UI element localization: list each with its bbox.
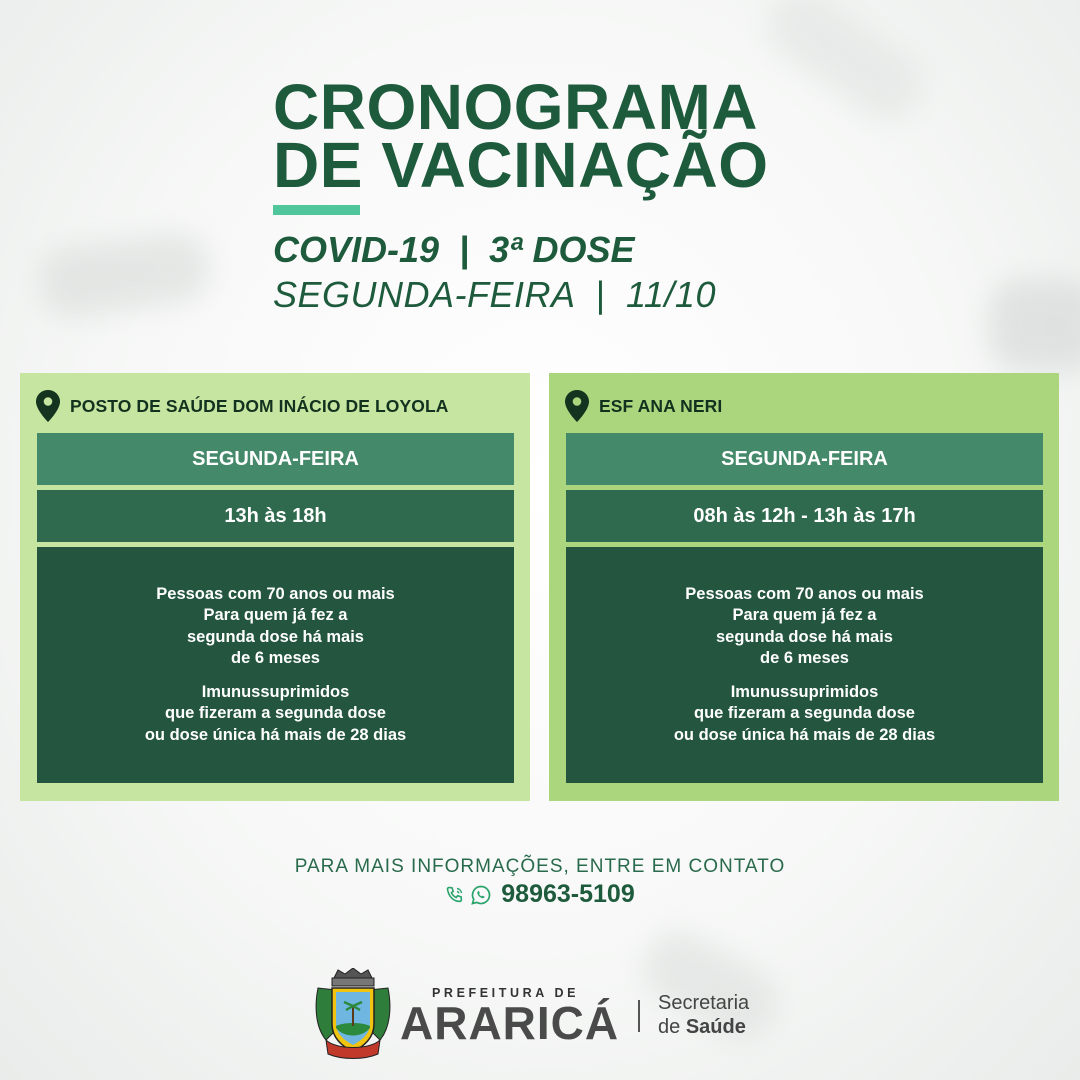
background-blur <box>755 0 934 132</box>
secretaria-prefix: de <box>658 1016 681 1038</box>
secretaria-bold: Saúde <box>685 1016 746 1038</box>
secretaria-department <box>658 1015 746 1039</box>
schedule-day: SEGUNDA-FEIRA <box>566 433 1043 485</box>
title-accent-bar <box>273 205 360 215</box>
city-crest-logo <box>312 968 394 1060</box>
eligibility-immunosuppressed: Imunussuprimidos que fizeram a segunda dose ou dose única há mais de 28 dias <box>673 682 936 744</box>
secretaria-label: Secretaria <box>658 992 750 1014</box>
location-header <box>36 391 449 421</box>
eligibility-elderly: Pessoas com 70 anos ou mais Para quem já fez a segunda dose há mais de 6 meses <box>156 584 395 668</box>
schedule-hours: 13h às 18h <box>37 490 514 542</box>
map-pin-icon <box>565 390 589 422</box>
whatsapp-icon <box>471 885 491 905</box>
eligibility-info <box>566 547 1043 783</box>
eligibility-info <box>37 547 514 783</box>
footer-divider <box>638 1000 640 1032</box>
subtitle-date: SEGUNDA-FEIRA | 11/10 <box>273 274 716 315</box>
contact-phone-row[interactable] <box>0 880 1080 909</box>
title-line-1: CRONOGRAMA <box>273 71 758 143</box>
schedule-hours: 08h às 12h - 13h às 17h <box>566 490 1043 542</box>
contact-label: PARA MAIS INFORMAÇÕES, ENTRE EM CONTATO <box>294 856 786 877</box>
schedule-day: SEGUNDA-FEIRA <box>37 433 514 485</box>
phone-icon <box>445 885 465 905</box>
phone-number[interactable]: 98963-5109 <box>501 880 635 908</box>
eligibility-elderly: Pessoas com 70 anos ou mais Para quem já fez a segunda dose há mais de 6 meses <box>685 584 924 668</box>
location-name: ESF ANA NERI <box>599 395 723 416</box>
city-name: ARARICÁ <box>400 997 620 1049</box>
location-card-posto-dom-inacio <box>20 373 530 801</box>
title-line-2: DE VACINAÇÃO <box>273 129 769 201</box>
map-pin-icon <box>36 390 60 422</box>
eligibility-immunosuppressed: Imunussuprimidos que fizeram a segunda dose ou dose única há mais de 28 dias <box>144 682 407 744</box>
location-header <box>565 391 722 421</box>
prefeitura-label: PREFEITURA DE <box>432 986 580 1000</box>
location-name: POSTO DE SAÚDE DOM INÁCIO DE LOYOLA <box>70 395 449 416</box>
background-blur <box>36 229 214 322</box>
location-card-esf-ana-neri <box>549 373 1059 801</box>
background-blur <box>990 280 1080 370</box>
subtitle-dose: COVID-19 | 3ª DOSE <box>273 229 635 270</box>
page-title <box>273 71 769 201</box>
